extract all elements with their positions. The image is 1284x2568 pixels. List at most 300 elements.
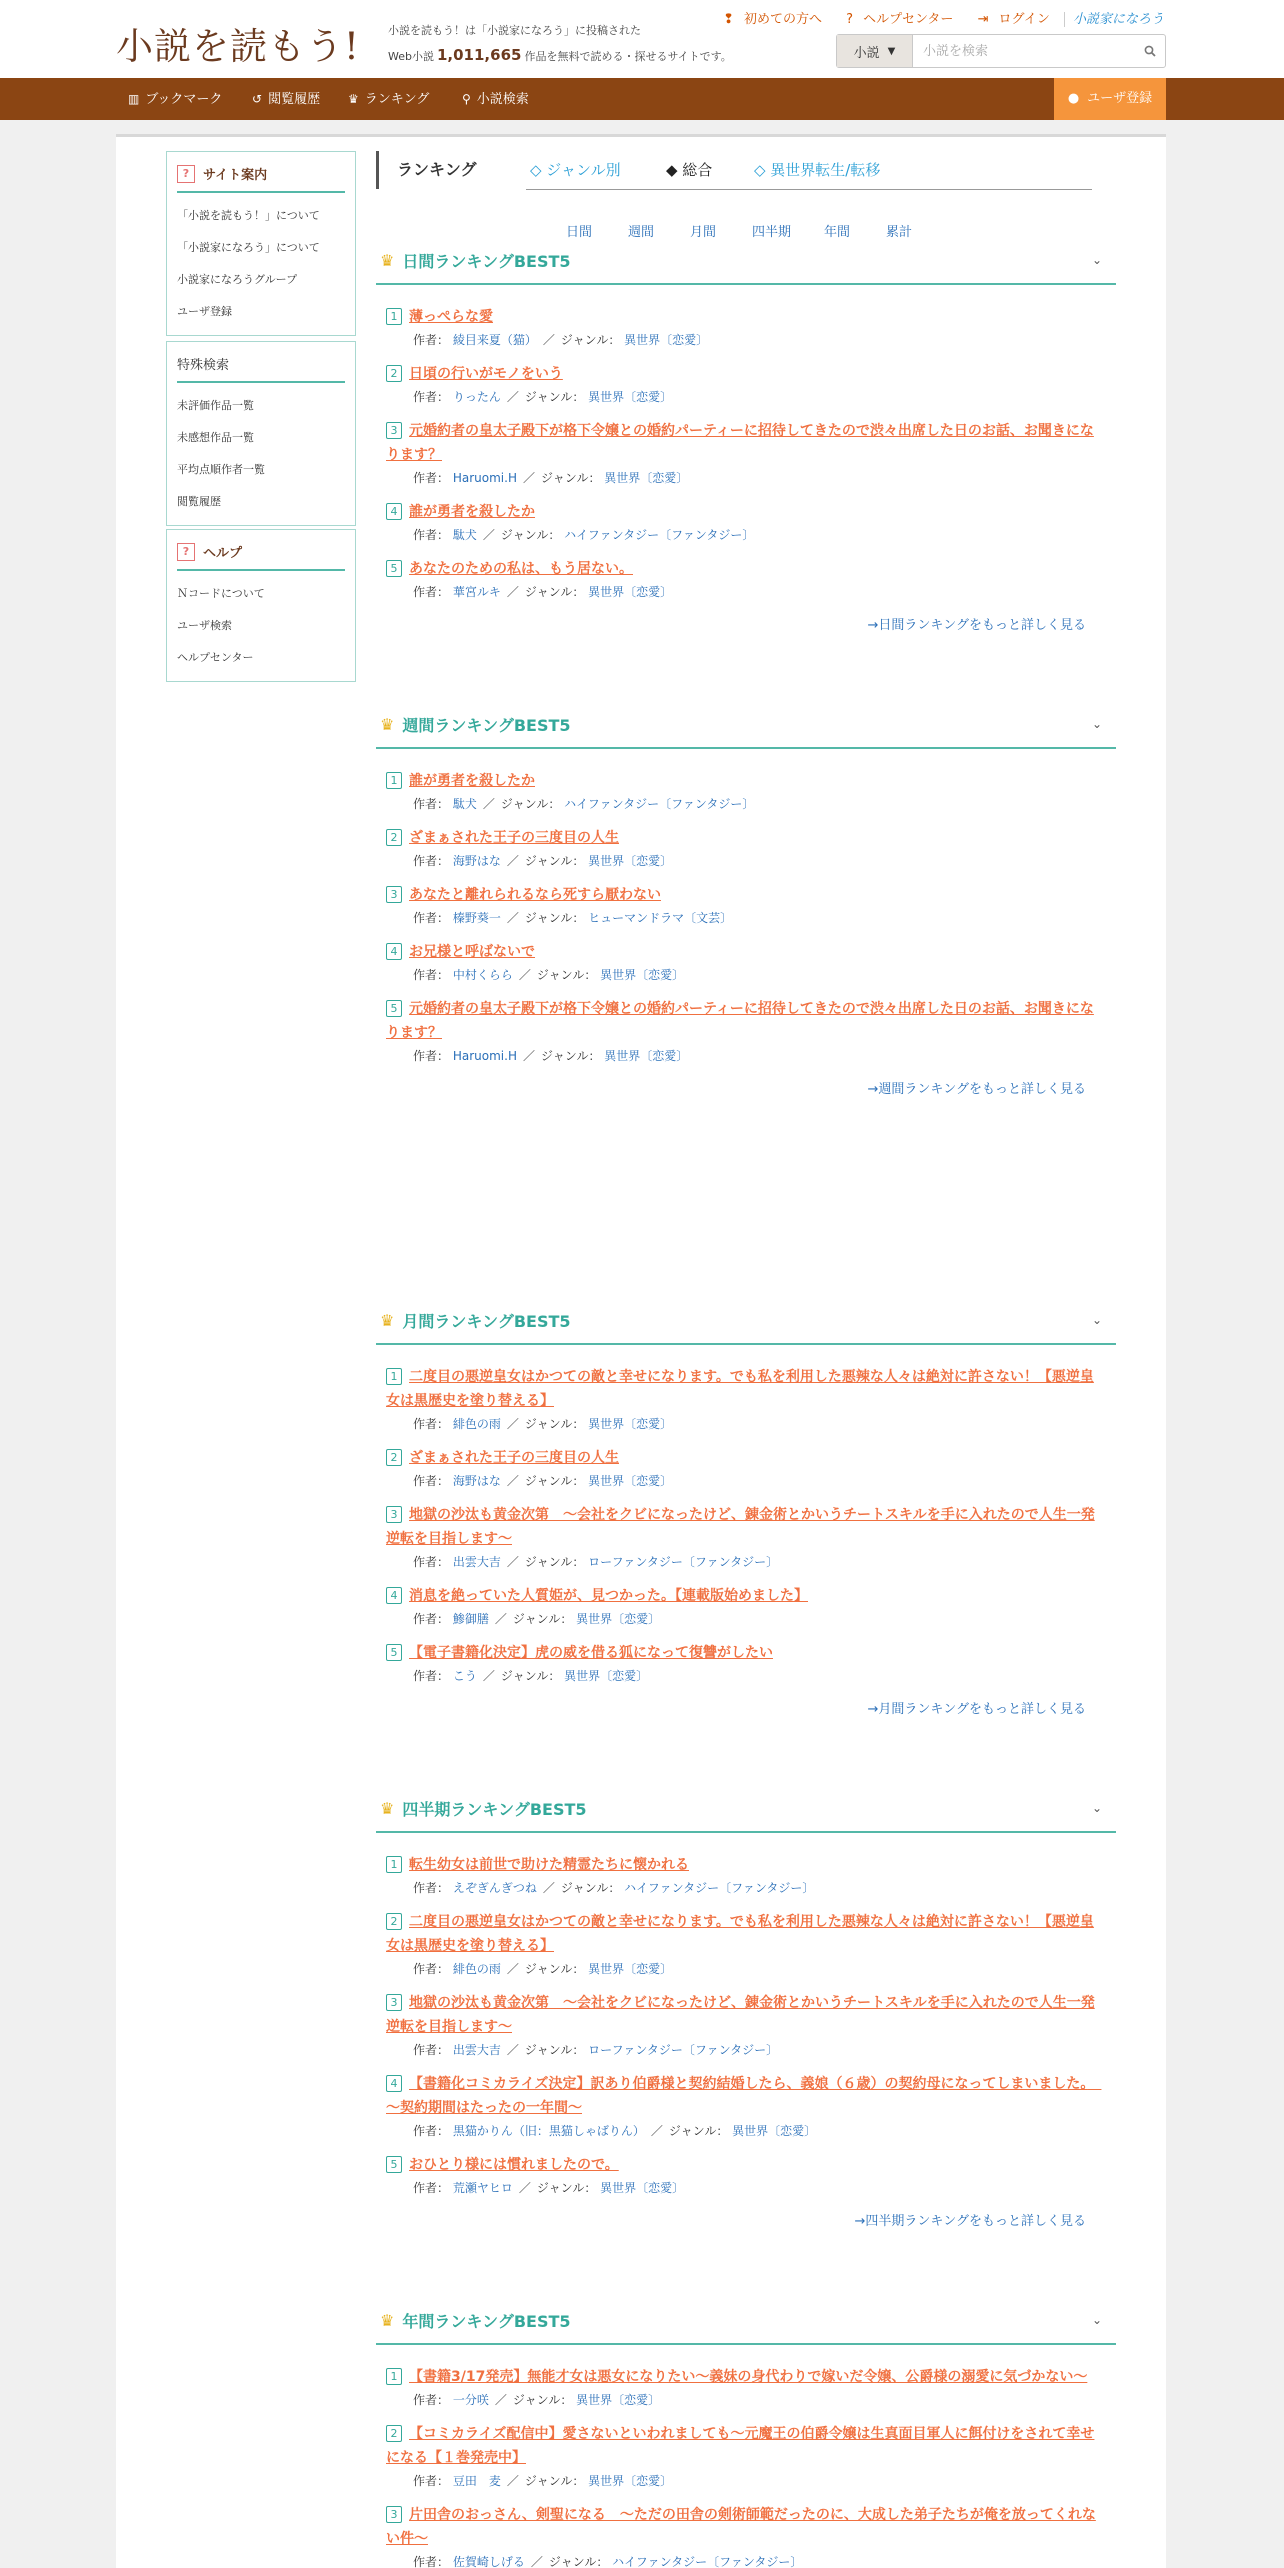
genre-link[interactable]: ローファンタジー〔ファンタジー〕 xyxy=(588,1555,779,1569)
ranking-item xyxy=(386,2153,1106,2196)
work-count-line xyxy=(388,46,732,64)
author-link[interactable]: 綾目来夏（猫） xyxy=(452,333,537,347)
ranking-title-line xyxy=(386,883,1106,907)
ranking-title-line xyxy=(386,557,1106,581)
ranking-meta xyxy=(386,1553,1106,1570)
author-link[interactable]: 佐賀崎しげる xyxy=(452,2555,525,2568)
ranking-title-line xyxy=(386,362,1106,386)
ranking-item xyxy=(386,883,1106,926)
novel-title-link[interactable]: 薄っぺらな愛 xyxy=(409,309,493,325)
rank-number: 3 xyxy=(386,2506,402,2523)
ranking-meta xyxy=(386,2472,1106,2489)
genre-label: ジャンル： xyxy=(524,911,585,925)
ranking-list xyxy=(376,2345,1116,2568)
genre-label: ジャンル： xyxy=(524,854,585,868)
novel-title-link[interactable]: 日頃の行いがモノをいう xyxy=(409,366,563,382)
novel-title-link[interactable]: 地獄の沙汰も黄金次第 ～会社をクビになったけど、錬金術とかいうチートスキルを手に入れたので人生一発逆転を目指します～ xyxy=(386,1995,1095,2035)
section-title: 年間ランキングBEST5 xyxy=(402,2311,571,2331)
genre-link[interactable]: 異世界〔恋愛〕 xyxy=(576,1612,661,1626)
rank-number: 4 xyxy=(386,1587,402,1604)
meta-separator: ／ xyxy=(506,390,519,404)
ranking-meta xyxy=(386,2122,1106,2139)
chevron-down-icon[interactable]: ⌄ xyxy=(1091,1801,1102,1815)
ranking-item xyxy=(386,940,1106,983)
novel-title-link[interactable]: 【電子書籍化決定】虎の威を借る狐になって復讐がしたい xyxy=(409,1645,773,1661)
novel-title-link[interactable]: 片田舎のおっさん、剣聖になる ～ただの田舎の剣術師範だったのに、大成した弟子たちが俺を放ってくれない件～ xyxy=(386,2507,1096,2547)
meta-separator: ／ xyxy=(482,1669,495,1683)
rank-number: 1 xyxy=(386,1368,402,1385)
ranking-meta xyxy=(386,2391,1106,2408)
ranking-title-line xyxy=(386,1991,1106,2039)
ranking-item xyxy=(386,769,1106,812)
sidebar-link-avg-author[interactable]: 平均点順作者一覧 xyxy=(177,463,265,476)
ranking-list xyxy=(376,1833,1116,2229)
novel-title-link[interactable]: 転生幼女は前世で助けた精霊たちに懐かれる xyxy=(409,1857,689,1873)
nav-bookmark[interactable]: ▥ ブックマーク xyxy=(128,92,223,107)
ranking-meta xyxy=(386,1879,1106,1896)
more-ranking-link[interactable]: →月間ランキングをもっと詳しく見る xyxy=(867,1702,1086,1717)
author-label: 作者： xyxy=(413,911,450,925)
meta-separator: ／ xyxy=(522,1049,535,1063)
sidebar-link-unrated[interactable]: 未評価作品一覧 xyxy=(177,399,254,412)
ranking-title-line xyxy=(386,305,1106,329)
genre-link[interactable]: 異世界〔恋愛〕 xyxy=(588,390,673,404)
ranking-title-line xyxy=(386,769,1106,793)
ranking-meta xyxy=(386,1667,1106,1684)
sidebar-link-ncode[interactable]: Ｎコードについて xyxy=(177,587,265,600)
genre-label: ジャンル： xyxy=(560,1881,621,1895)
tab-genre[interactable]: ◇ ジャンル別 xyxy=(530,161,621,179)
sidebar-link-user-register[interactable]: ユーザ登録 xyxy=(177,305,232,318)
more-ranking-link[interactable]: →日間ランキングをもっと詳しく見る xyxy=(867,618,1086,633)
search-input[interactable] xyxy=(913,35,1135,67)
more-ranking-link[interactable]: →四半期ランキングをもっと詳しく見る xyxy=(854,2214,1086,2229)
ranking-title-line xyxy=(386,1446,1106,1470)
main-nav xyxy=(0,78,1284,120)
search-icon: ⚲ xyxy=(462,92,471,106)
genre-label: ジャンル： xyxy=(500,528,561,542)
genre-label: ジャンル： xyxy=(512,2393,573,2407)
author-link[interactable]: 駄犬 xyxy=(452,797,477,811)
page-container xyxy=(116,134,1166,2568)
author-link[interactable]: りったん xyxy=(452,390,501,404)
author-link[interactable]: 一分咲 xyxy=(452,2393,489,2407)
chevron-down-icon[interactable]: ⌄ xyxy=(1091,717,1102,731)
monthly-ranking-section xyxy=(376,1297,1116,1717)
genre-link[interactable]: 異世界〔恋愛〕 xyxy=(588,1417,673,1431)
sidebar-site-info xyxy=(166,151,356,336)
yearly-ranking-section xyxy=(376,2297,1116,2568)
user-register-button[interactable]: ● ユーザ登録 xyxy=(1054,78,1166,120)
meta-separator: ／ xyxy=(494,2393,507,2407)
meta-separator: ／ xyxy=(522,471,535,485)
genre-label: ジャンル： xyxy=(540,1049,601,1063)
section-header[interactable] xyxy=(376,701,1116,749)
novel-title-link[interactable]: ざまぁされた王子の三度目の人生 xyxy=(409,830,619,846)
ranking-item xyxy=(386,305,1106,348)
count-suffix: 作品を無料で読める・探せるサイトです。 xyxy=(524,50,732,63)
ranking-item xyxy=(386,1446,1106,1489)
narou-logo-link[interactable]: 小説家になろう xyxy=(1064,12,1164,27)
meta-separator: ／ xyxy=(530,2555,543,2568)
rank-number: 3 xyxy=(386,1994,402,2011)
author-link[interactable]: Haruomi.H xyxy=(452,1049,517,1063)
ranking-title-line xyxy=(386,997,1106,1045)
novel-title-link[interactable]: 二度目の悪逆皇女はかつての敵と幸せになります。でも私を利用した悪辣な人々は絶対に許さない！【悪逆皇女は黒歴史を塗り替える】 xyxy=(386,1369,1094,1409)
genre-link[interactable]: 異世界〔恋愛〕 xyxy=(624,333,709,347)
question-icon: ? xyxy=(177,543,195,561)
sidebar-link-about-yomou[interactable]: 「小説を読もう！」について xyxy=(177,209,320,222)
author-label: 作者： xyxy=(413,585,450,599)
section-title: 月間ランキングBEST5 xyxy=(402,1311,571,1331)
period-daily[interactable]: 日間 xyxy=(566,225,593,240)
ranking-list xyxy=(376,749,1116,1097)
author-link[interactable]: 荒瀬ヤヒロ xyxy=(452,2181,513,2195)
ranking-title-line xyxy=(386,826,1106,850)
genre-label: ジャンル： xyxy=(524,2474,585,2488)
user-icon: ● xyxy=(1067,91,1080,106)
genre-link[interactable]: 異世界〔恋愛〕 xyxy=(588,854,673,868)
ranking-meta xyxy=(386,1610,1106,1627)
genre-link[interactable]: 異世界〔恋愛〕 xyxy=(588,2474,673,2488)
author-link[interactable]: 緋色の雨 xyxy=(452,1417,501,1431)
search-type-select[interactable]: 小説 ▼ xyxy=(837,35,913,67)
genre-link[interactable]: 異世界〔恋愛〕 xyxy=(588,1474,673,1488)
ranking-title-line xyxy=(386,419,1106,467)
author-label: 作者： xyxy=(413,1417,450,1431)
section-header[interactable] xyxy=(376,1297,1116,1345)
author-link[interactable]: 華宮ルキ xyxy=(452,585,501,599)
author-label: 作者： xyxy=(413,2043,450,2057)
ranking-meta xyxy=(386,2553,1106,2568)
rank-number: 3 xyxy=(386,1506,402,1523)
ranking-meta xyxy=(386,331,1106,348)
ranking-meta xyxy=(386,852,1106,869)
rank-number: 1 xyxy=(386,308,402,325)
genre-label: ジャンル： xyxy=(548,2555,609,2568)
rank-number: 2 xyxy=(386,1913,402,1930)
author-link[interactable]: 榛野葵一 xyxy=(452,911,501,925)
rank-number: 4 xyxy=(386,943,402,960)
author-link[interactable]: えぞぎんぎつね xyxy=(452,1881,537,1895)
ranking-title-line xyxy=(386,1584,1106,1608)
meta-separator: ／ xyxy=(506,585,519,599)
ranking-item xyxy=(386,1503,1106,1570)
genre-label: ジャンル： xyxy=(524,585,585,599)
author-label: 作者： xyxy=(413,854,450,868)
ranking-title-line xyxy=(386,2365,1106,2389)
sidebar-help-title: ? ヘルプ xyxy=(177,538,345,571)
author-link[interactable]: 出雲大吉 xyxy=(452,2043,501,2057)
ranking-title-line xyxy=(386,940,1106,964)
sidebar-link-narou-group[interactable]: 小説家になろうグループ xyxy=(177,273,298,286)
ranking-title-line xyxy=(386,1641,1106,1665)
quarterly-ranking-section xyxy=(376,1785,1116,2229)
sidebar-special-title: 特殊検索 xyxy=(177,350,345,383)
login-link[interactable]: ⇥ ログイン xyxy=(977,12,1050,27)
rank-number: 1 xyxy=(386,2368,402,2385)
novel-title-link[interactable]: 誰が勇者を殺したか xyxy=(409,773,535,789)
crown-icon: ♛ xyxy=(380,714,395,734)
author-label: 作者： xyxy=(413,1962,450,1976)
sidebar-link-history[interactable]: 閲覧履歴 xyxy=(177,495,221,508)
chevron-down-icon[interactable]: ⌄ xyxy=(1091,253,1102,267)
help-center-link[interactable]: ? ヘルプセンター xyxy=(846,12,954,27)
tab-overall[interactable]: ◆ 総合 xyxy=(666,161,713,179)
ranking-heading: ランキング xyxy=(376,151,477,189)
rank-number: 2 xyxy=(386,829,402,846)
tab-isekai[interactable]: ◇ 異世界転生/転移 xyxy=(754,161,881,179)
ranking-item xyxy=(386,997,1106,1064)
bookmark-icon: ▥ xyxy=(128,92,140,106)
chevron-down-icon[interactable]: ⌄ xyxy=(1091,2313,1102,2327)
tab-divider xyxy=(526,189,1092,190)
meta-separator: ／ xyxy=(542,1881,555,1895)
crown-icon: ♛ xyxy=(380,2310,395,2330)
author-link[interactable]: 緋色の雨 xyxy=(452,1962,501,1976)
ranking-meta xyxy=(386,1047,1106,1064)
rank-number: 5 xyxy=(386,1000,402,1017)
author-link[interactable]: こう xyxy=(452,1669,477,1683)
novel-title-link[interactable]: あなたのための私は、もう居ない。 xyxy=(409,561,633,577)
ranking-title-line xyxy=(386,1910,1106,1958)
search-icon[interactable] xyxy=(1135,35,1165,67)
sidebar-link-about-narou[interactable]: 「小説家になろう」について xyxy=(177,241,320,254)
ranking-item xyxy=(386,2503,1106,2568)
nav-search[interactable]: ⚲ 小説検索 xyxy=(462,92,529,107)
nav-ranking[interactable]: ♛ ランキング xyxy=(348,92,430,107)
genre-label: ジャンル： xyxy=(668,2124,729,2138)
section-title: 四半期ランキングBEST5 xyxy=(402,1799,587,1819)
meta-separator: ／ xyxy=(506,2043,519,2057)
question-icon: ? xyxy=(846,12,854,27)
rank-number: 2 xyxy=(386,365,402,382)
genre-label: ジャンル： xyxy=(500,1669,561,1683)
genre-link[interactable]: ハイファンタジー〔ファンタジー〕 xyxy=(564,528,755,542)
ranking-meta xyxy=(386,1415,1106,1432)
rank-number: 2 xyxy=(386,1449,402,1466)
novel-title-link[interactable]: 【書籍化コミカライズ決定】訳あり伯爵様と契約結婚したら、義娘（６歳）の契約母になってしまいました。 ～契約期間はたったの一年間～ xyxy=(386,2076,1102,2116)
ranking-title-line xyxy=(386,2422,1106,2470)
novel-title-link[interactable]: 二度目の悪逆皇女はかつての敵と幸せになります。でも私を利用した悪辣な人々は絶対に許さない！【悪逆皇女は黒歴史を塗り替える】 xyxy=(386,1914,1094,1954)
genre-link[interactable]: 異世界〔恋愛〕 xyxy=(564,1669,649,1683)
crown-icon: ♛ xyxy=(380,1310,395,1330)
author-label: 作者： xyxy=(413,968,450,982)
novel-title-link[interactable]: 元婚約者の皇太子殿下が格下令嬢との婚約パーティーに招待してきたので渋々出席した日のお話、お聞きになります？ xyxy=(386,1001,1094,1041)
ranking-item xyxy=(386,2072,1106,2139)
ranking-item xyxy=(386,1584,1106,1627)
ranking-title-line xyxy=(386,500,1106,524)
novel-title-link[interactable]: 元婚約者の皇太子殿下が格下令嬢との婚約パーティーに招待してきたので渋々出席した日のお話、お聞きになります？ xyxy=(386,423,1094,463)
novel-title-link[interactable]: おひとり様には慣れましたので。 xyxy=(409,2157,619,2173)
sidebar-link-no-review[interactable]: 未感想作品一覧 xyxy=(177,431,254,444)
genre-link[interactable]: 異世界〔恋愛〕 xyxy=(576,2393,661,2407)
novel-title-link[interactable]: 誰が勇者を殺したか xyxy=(409,504,535,520)
author-label: 作者： xyxy=(413,1049,450,1063)
rank-number: 4 xyxy=(386,2075,402,2092)
genre-link[interactable]: 異世界〔恋愛〕 xyxy=(600,2181,685,2195)
chevron-down-icon: ▼ xyxy=(887,45,896,57)
genre-label: ジャンル： xyxy=(560,333,621,347)
author-label: 作者： xyxy=(413,2393,450,2407)
info-icon: ❢ xyxy=(723,12,735,27)
meta-separator: ／ xyxy=(518,2181,531,2195)
author-link[interactable]: 出雲大吉 xyxy=(452,1555,501,1569)
top-links xyxy=(703,8,1164,27)
novel-title-link[interactable]: 消息を絶っていた人質姫が、見つかった。【連載版始めました】 xyxy=(409,1588,808,1604)
genre-link[interactable]: 異世界〔恋愛〕 xyxy=(588,1962,673,1976)
ranking-item xyxy=(386,419,1106,486)
author-link[interactable]: 黒猫かりん（旧：黒猫しゃばりん） xyxy=(452,2124,645,2138)
author-link[interactable]: 駄犬 xyxy=(452,528,477,542)
genre-label: ジャンル： xyxy=(536,968,597,982)
work-count: 1,011,665 xyxy=(436,46,522,64)
ranking-meta xyxy=(386,1472,1106,1489)
period-yearly[interactable]: 年間 xyxy=(824,225,851,240)
meta-separator: ／ xyxy=(482,528,495,542)
meta-separator: ／ xyxy=(482,797,495,811)
meta-separator: ／ xyxy=(506,854,519,868)
meta-separator: ／ xyxy=(542,333,555,347)
rank-number: 1 xyxy=(386,1856,402,1873)
author-label: 作者： xyxy=(413,528,450,542)
author-label: 作者： xyxy=(413,1881,450,1895)
ranking-item xyxy=(386,1910,1106,1977)
ranking-meta xyxy=(386,469,1106,486)
ranking-meta xyxy=(386,583,1106,600)
nav-history[interactable]: ↺ 閲覧履歴 xyxy=(252,92,321,107)
genre-link[interactable]: 異世界〔恋愛〕 xyxy=(604,1049,689,1063)
genre-link[interactable]: ヒューマンドラマ〔文芸〕 xyxy=(588,911,733,925)
author-label: 作者： xyxy=(413,2555,450,2568)
genre-link[interactable]: 異世界〔恋愛〕 xyxy=(588,585,673,599)
meta-separator: ／ xyxy=(650,2124,663,2138)
genre-link[interactable]: 異世界〔恋愛〕 xyxy=(604,471,689,485)
meta-separator: ／ xyxy=(518,968,531,982)
novel-title-link[interactable]: 【コミカライズ配信中】愛さないといわれましても～元魔王の伯爵令嬢は生真面目軍人に餌付けをされて幸せになる【１巻発売中】 xyxy=(386,2426,1095,2466)
more-ranking-link[interactable]: →週間ランキングをもっと詳しく見る xyxy=(867,1082,1086,1097)
author-link[interactable]: 海野はな xyxy=(452,1474,501,1488)
chevron-down-icon[interactable]: ⌄ xyxy=(1091,1313,1102,1327)
author-link[interactable]: 鯵御膳 xyxy=(452,1612,489,1626)
genre-label: ジャンル： xyxy=(524,1417,585,1431)
ranking-title-line xyxy=(386,2153,1106,2177)
ranking-title-line xyxy=(386,2072,1106,2120)
novel-title-link[interactable]: 地獄の沙汰も黄金次第 ～会社をクビになったけど、錬金術とかいうチートスキルを手に入れたので人生一発逆転を目指します～ xyxy=(386,1507,1095,1547)
rank-number: 3 xyxy=(386,422,402,439)
genre-label: ジャンル： xyxy=(540,471,601,485)
ranking-item xyxy=(386,2365,1106,2408)
author-link[interactable]: 豆田 麦 xyxy=(452,2474,501,2488)
genre-label: ジャンル： xyxy=(524,2043,585,2057)
ranking-item xyxy=(386,500,1106,543)
rank-number: 1 xyxy=(386,772,402,789)
ranking-list xyxy=(376,1345,1116,1717)
sidebar-site-title: ? サイト案内 xyxy=(177,160,345,193)
author-label: 作者： xyxy=(413,1555,450,1569)
genre-label: ジャンル： xyxy=(500,797,561,811)
genre-label: ジャンル： xyxy=(536,2181,597,2195)
rank-number: 5 xyxy=(386,2156,402,2173)
novel-title-link[interactable]: 【書籍3/17発売】無能才女は悪女になりたい～義妹の身代わりで嫁いだ令嬢、公爵様の溺愛に気づかない～ xyxy=(409,2369,1088,2385)
genre-link[interactable]: 異世界〔恋愛〕 xyxy=(600,968,685,982)
genre-link[interactable]: 異世界〔恋愛〕 xyxy=(732,2124,817,2138)
period-total[interactable]: 累計 xyxy=(886,225,913,240)
novel-title-link[interactable]: あなたと離れられるなら死すら厭わない xyxy=(409,887,661,903)
section-title: 日間ランキングBEST5 xyxy=(402,251,571,271)
beginner-link[interactable]: ❢ 初めての方へ xyxy=(723,12,823,27)
author-label: 作者： xyxy=(413,2474,450,2488)
author-label: 作者： xyxy=(413,390,450,404)
period-quarterly[interactable]: 四半期 xyxy=(752,225,792,240)
genre-link[interactable]: ハイファンタジー〔ファンタジー〕 xyxy=(612,2555,803,2568)
author-label: 作者： xyxy=(413,1474,450,1488)
novel-title-link[interactable]: お兄様と呼ばないで xyxy=(409,944,535,960)
site-logo[interactable]: 小説を読もう! xyxy=(116,25,360,68)
ranking-item xyxy=(386,1991,1106,2058)
ranking-meta xyxy=(386,909,1106,926)
meta-separator: ／ xyxy=(494,1612,507,1626)
period-weekly[interactable]: 週間 xyxy=(628,225,655,240)
genre-label: ジャンル： xyxy=(524,1555,585,1569)
section-header[interactable] xyxy=(376,237,1116,285)
ranking-list xyxy=(376,285,1116,633)
question-icon: ? xyxy=(177,165,195,183)
author-label: 作者： xyxy=(413,2181,450,2195)
meta-separator: ／ xyxy=(506,1555,519,1569)
novel-title-link[interactable]: ざまぁされた王子の三度目の人生 xyxy=(409,1450,619,1466)
ranking-meta xyxy=(386,795,1106,812)
login-icon: ⇥ xyxy=(977,12,989,27)
ranking-item xyxy=(386,1641,1106,1684)
ranking-item xyxy=(386,1365,1106,1432)
count-prefix: Web小説 xyxy=(388,50,434,63)
genre-link[interactable]: ハイファンタジー〔ファンタジー〕 xyxy=(624,1881,815,1895)
ranking-item xyxy=(386,826,1106,869)
sidebar-link-help-center[interactable]: ヘルプセンター xyxy=(177,651,254,664)
ranking-item xyxy=(386,1853,1106,1896)
ranking-tabs xyxy=(376,151,1096,240)
ranking-title-line xyxy=(386,1365,1106,1413)
author-label: 作者： xyxy=(413,1612,450,1626)
section-header[interactable] xyxy=(376,1785,1116,1833)
sidebar-help xyxy=(166,529,356,682)
genre-label: ジャンル： xyxy=(524,390,585,404)
section-title: 週間ランキングBEST5 xyxy=(402,715,571,735)
author-link[interactable]: Haruomi.H xyxy=(452,471,517,485)
genre-label: ジャンル： xyxy=(524,1474,585,1488)
author-link[interactable]: 海野はな xyxy=(452,854,501,868)
rank-number: 4 xyxy=(386,503,402,520)
period-monthly[interactable]: 月間 xyxy=(690,225,717,240)
sidebar-link-user-search[interactable]: ユーザ検索 xyxy=(177,619,232,632)
site-tagline: 小説を読もう！は「小説家になろう」に投稿された xyxy=(388,24,641,37)
genre-link[interactable]: ローファンタジー〔ファンタジー〕 xyxy=(588,2043,779,2057)
author-label: 作者： xyxy=(413,471,450,485)
ranking-meta xyxy=(386,1960,1106,1977)
rank-number: 5 xyxy=(386,560,402,577)
author-link[interactable]: 中村くらら xyxy=(452,968,513,982)
genre-link[interactable]: ハイファンタジー〔ファンタジー〕 xyxy=(564,797,755,811)
ranking-meta xyxy=(386,2041,1106,2058)
rank-number: 3 xyxy=(386,886,402,903)
author-label: 作者： xyxy=(413,1669,450,1683)
crown-icon: ♛ xyxy=(380,1798,395,1818)
ranking-item xyxy=(386,2422,1106,2489)
weekly-ranking-section xyxy=(376,701,1116,1097)
ranking-item xyxy=(386,362,1106,405)
section-header[interactable] xyxy=(376,2297,1116,2345)
